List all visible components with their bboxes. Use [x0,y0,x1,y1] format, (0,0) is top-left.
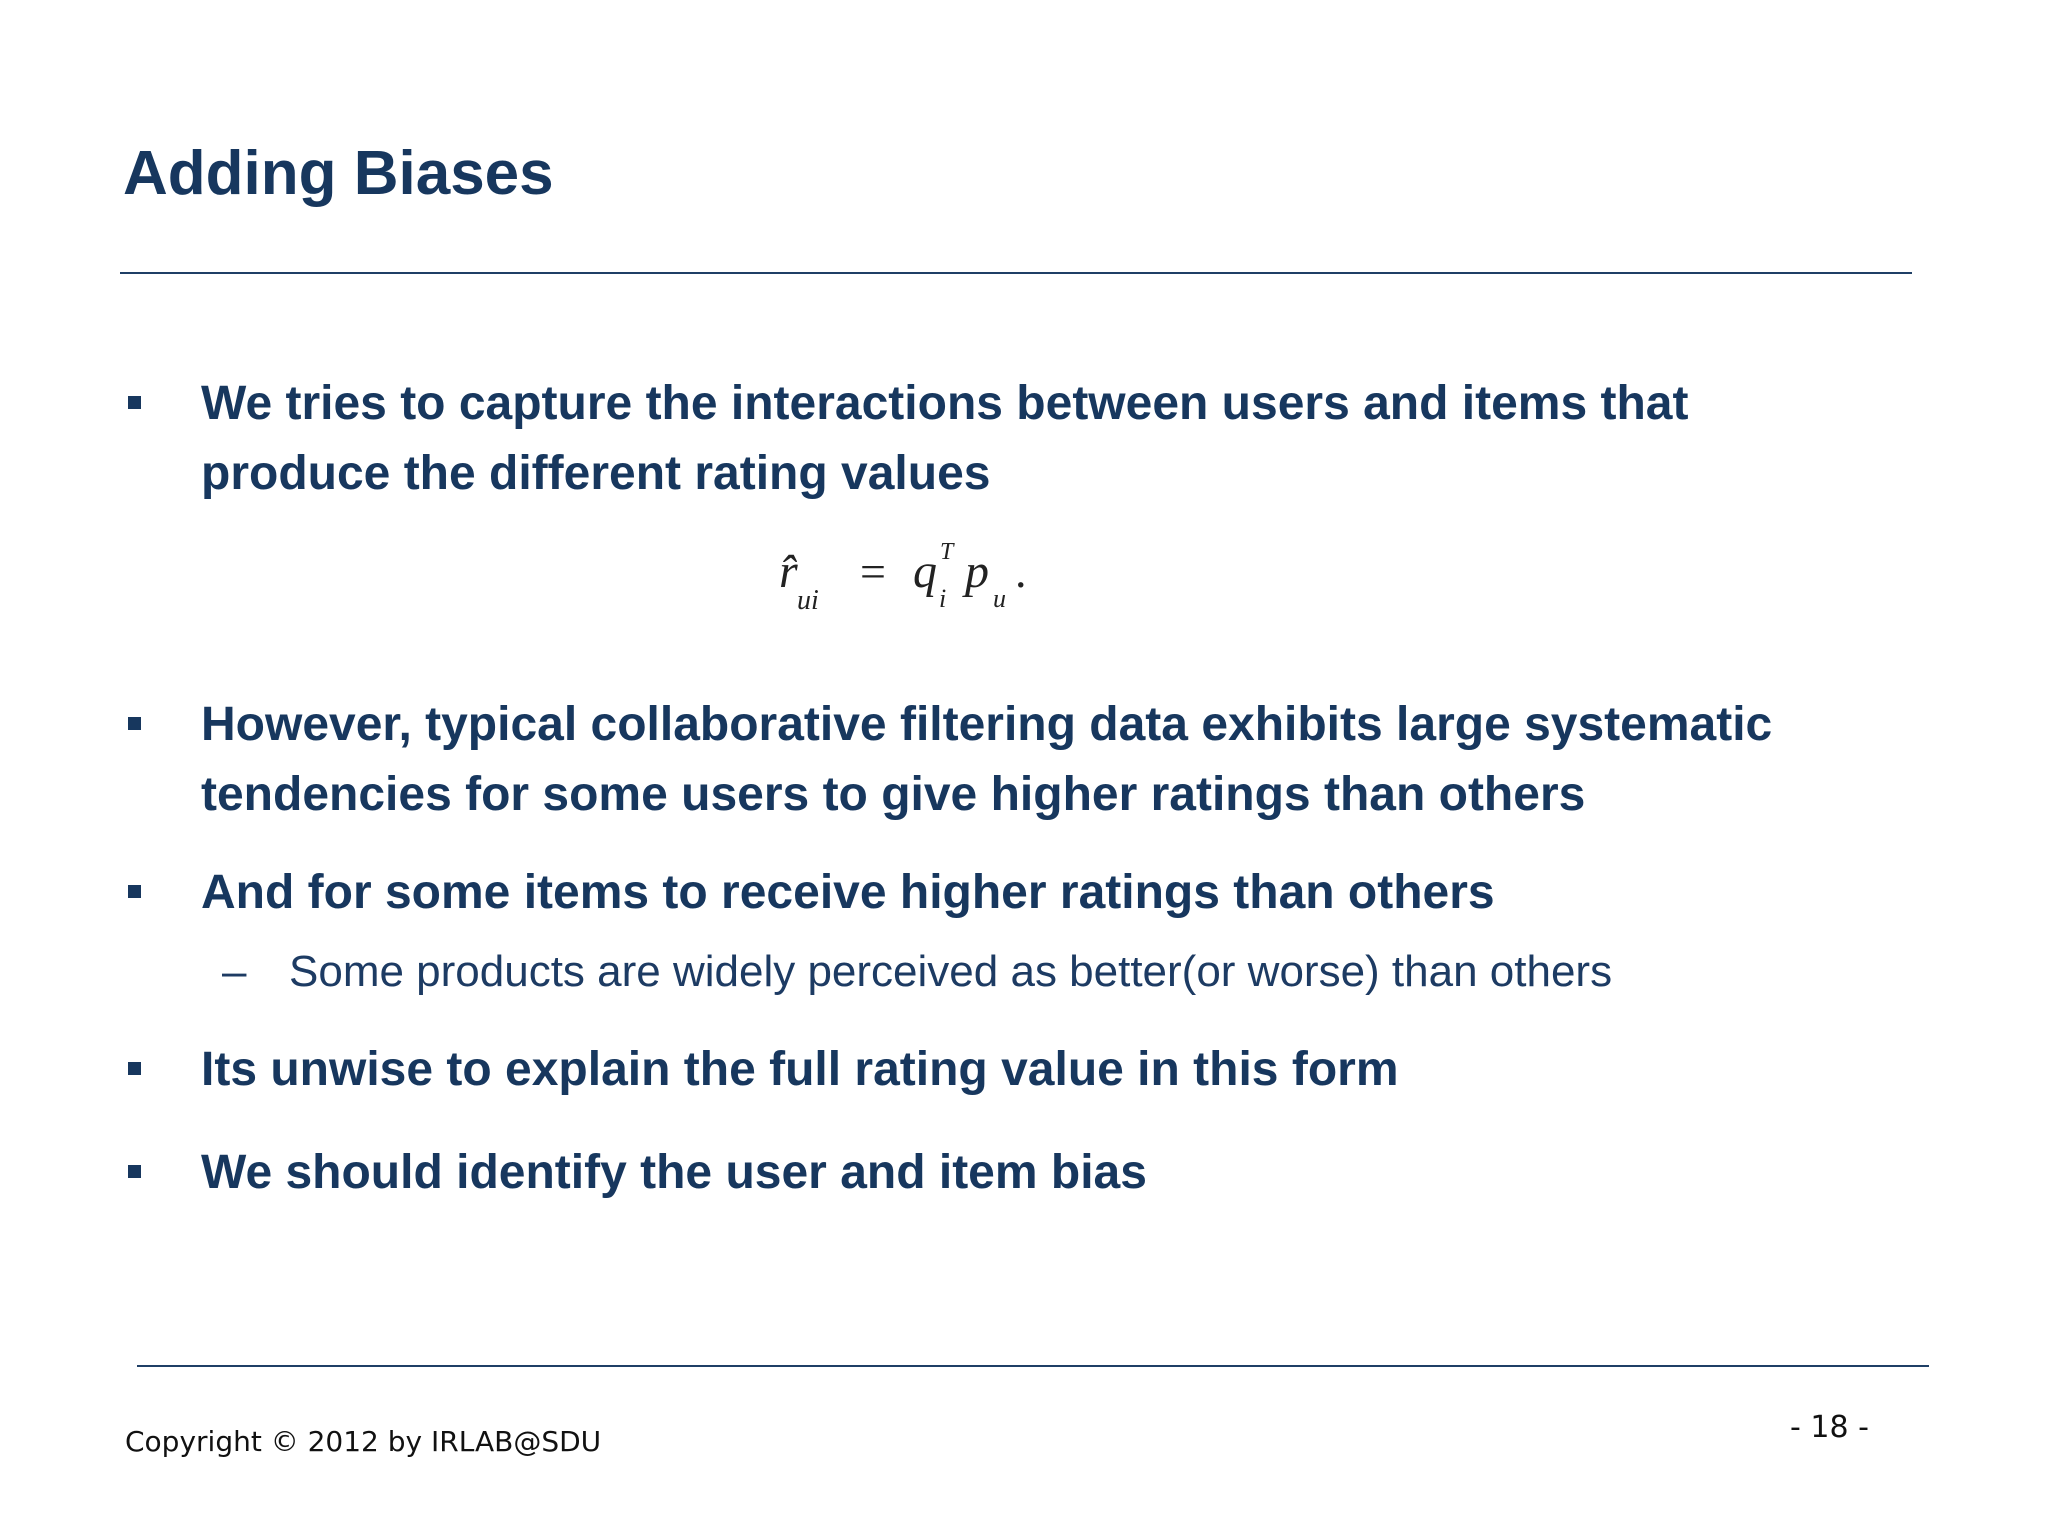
bullet-item [128,1035,1828,1105]
square-bullet-icon [128,1165,141,1178]
square-bullet-icon [128,1062,141,1075]
dash-marker: – [222,947,247,996]
formula-lhs-sub: ui [797,585,819,616]
page-number: - 18 - [1790,1410,1869,1445]
bullet-item [128,858,1828,928]
formula-q-sup: T [940,539,954,565]
rating-formula [775,535,1075,625]
bullet-item [128,690,1828,830]
bullet-text: We tries to capture the interactions between users and items that produce the different rating values [201,377,1689,500]
sub-bullet-text: Some products are widely perceived as better(or worse) than others [289,947,1613,996]
bullet-text: Its unwise to explain the full rating value in this form [201,1043,1399,1096]
formula-q: q [913,545,937,598]
bullet-item [128,369,1828,509]
square-bullet-icon [128,396,141,409]
bullet-text: However, typical collaborative filtering data exhibits large systematic tendencies for some users to give higher ratings than others [201,698,1773,821]
bullet-text: We should identify the user and item bias [201,1146,1147,1199]
formula-equals: = [860,546,886,597]
formula-p: p [965,545,989,598]
bullet-text: And for some items to receive higher ratings than others [201,866,1495,919]
top-divider [120,272,1912,274]
slide-title: Adding Biases [123,139,554,208]
formula-lhs: r̂ [779,545,798,598]
copyright-notice: Copyright © 2012 by IRLAB@SDU [125,1425,602,1458]
formula-p-sub: u [993,584,1006,613]
sub-bullet-item [222,942,1612,1002]
square-bullet-icon [128,885,141,898]
formula-period: . [1015,546,1027,597]
bullet-item [128,1138,1828,1208]
bottom-divider [137,1365,1929,1367]
square-bullet-icon [128,717,141,730]
formula-q-sub: i [939,584,947,613]
